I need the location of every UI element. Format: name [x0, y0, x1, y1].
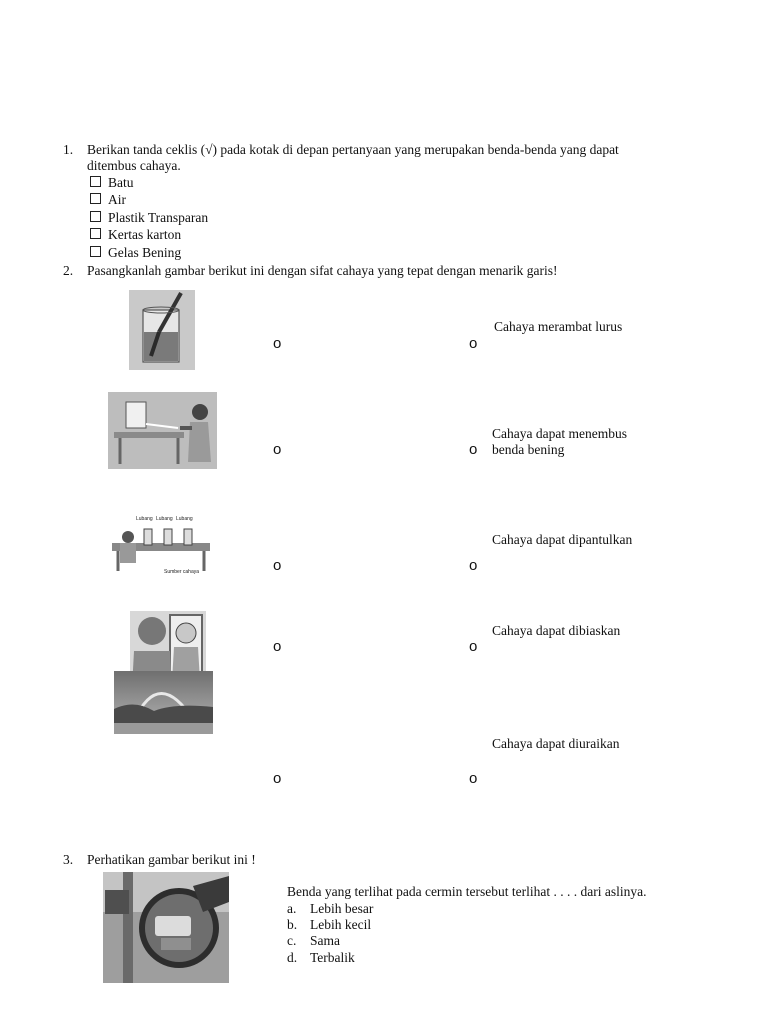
q1-number: 1.: [63, 142, 74, 157]
left-dot-4[interactable]: o: [273, 638, 282, 655]
convex-mirror-image: [103, 872, 229, 983]
q1-option-label: Kertas karton: [108, 227, 182, 242]
q1-option-batu[interactable]: [90, 174, 134, 191]
property-menembus-line2: benda bening: [492, 442, 565, 457]
card-label-1: Lubang: [136, 516, 153, 522]
q1-option-label: Plastik Transparan: [108, 210, 209, 225]
q3-option-d[interactable]: [287, 949, 355, 966]
cards-holes-image: [108, 513, 214, 575]
property-menembus-line1: Cahaya dapat menembus: [492, 426, 627, 441]
q3-text: Perhatikan gambar berikut ini !: [87, 852, 256, 867]
q1-option-kertas[interactable]: [90, 226, 181, 243]
card-label-2: Lubang: [156, 516, 173, 522]
q3-option-text: Lebih besar: [310, 901, 374, 916]
q3-option-letter: b.: [287, 917, 298, 932]
left-dot-3[interactable]: o: [273, 557, 282, 574]
q1-option-label: Air: [108, 192, 126, 207]
checkbox-icon[interactable]: [90, 246, 101, 257]
rainbow-landscape-image: [114, 671, 213, 734]
right-dot-1[interactable]: o: [469, 335, 478, 352]
checkbox-icon[interactable]: [90, 176, 101, 187]
q3-option-letter: a.: [287, 901, 297, 916]
q1-option-air[interactable]: [90, 191, 126, 208]
q3-option-a[interactable]: [287, 900, 373, 917]
q1-text-line1: Berikan tanda ceklis (√) pada kotak di depan pertanyaan yang merupakan benda-benda yang dapat: [87, 142, 619, 157]
checkbox-icon[interactable]: [90, 193, 101, 204]
q3-number: 3.: [63, 852, 74, 867]
q3-option-b[interactable]: [287, 916, 371, 933]
glass-pencil-image: [129, 290, 195, 370]
q3-option-text: Lebih kecil: [310, 917, 372, 932]
q1-option-plastik[interactable]: [90, 209, 208, 226]
left-dot-2[interactable]: o: [273, 441, 282, 458]
light-source-label: Sumber cahaya: [164, 569, 200, 575]
right-dot-2[interactable]: o: [469, 441, 478, 458]
q2-text: Pasangkanlah gambar berikut ini dengan sifat cahaya yang tepat dengan menarik garis!: [87, 263, 558, 278]
q3-option-c[interactable]: [287, 932, 340, 949]
property-merambat-lurus: Cahaya merambat lurus: [494, 319, 623, 334]
property-dipantulkan: Cahaya dapat dipantulkan: [492, 532, 633, 547]
flashlight-cardboard-image: [108, 392, 217, 469]
q3-option-letter: d.: [287, 950, 298, 965]
right-dot-4[interactable]: o: [469, 638, 478, 655]
q1-text-line2: ditembus cahaya.: [87, 158, 181, 173]
right-dot-3[interactable]: o: [469, 557, 478, 574]
q3-option-text: Sama: [310, 933, 340, 948]
checkbox-icon[interactable]: [90, 211, 101, 222]
property-diuraikan: Cahaya dapat diuraikan: [492, 736, 620, 751]
q2-number: 2.: [63, 263, 74, 278]
left-dot-1[interactable]: o: [273, 335, 282, 352]
checkbox-icon[interactable]: [90, 228, 101, 239]
left-dot-5[interactable]: o: [273, 770, 282, 787]
q1-option-label: Batu: [108, 175, 134, 190]
q3-option-text: Terbalik: [310, 950, 355, 965]
q3-question: Benda yang terlihat pada cermin tersebut terlihat . . . . dari aslinya.: [287, 884, 647, 899]
card-label-3: Lubang: [176, 516, 193, 522]
q1-option-gelas[interactable]: [90, 244, 181, 261]
property-dibiaskan: Cahaya dapat dibiaskan: [492, 623, 621, 638]
q3-option-letter: c.: [287, 933, 297, 948]
q1-option-label: Gelas Bening: [108, 245, 182, 260]
right-dot-5[interactable]: o: [469, 770, 478, 787]
